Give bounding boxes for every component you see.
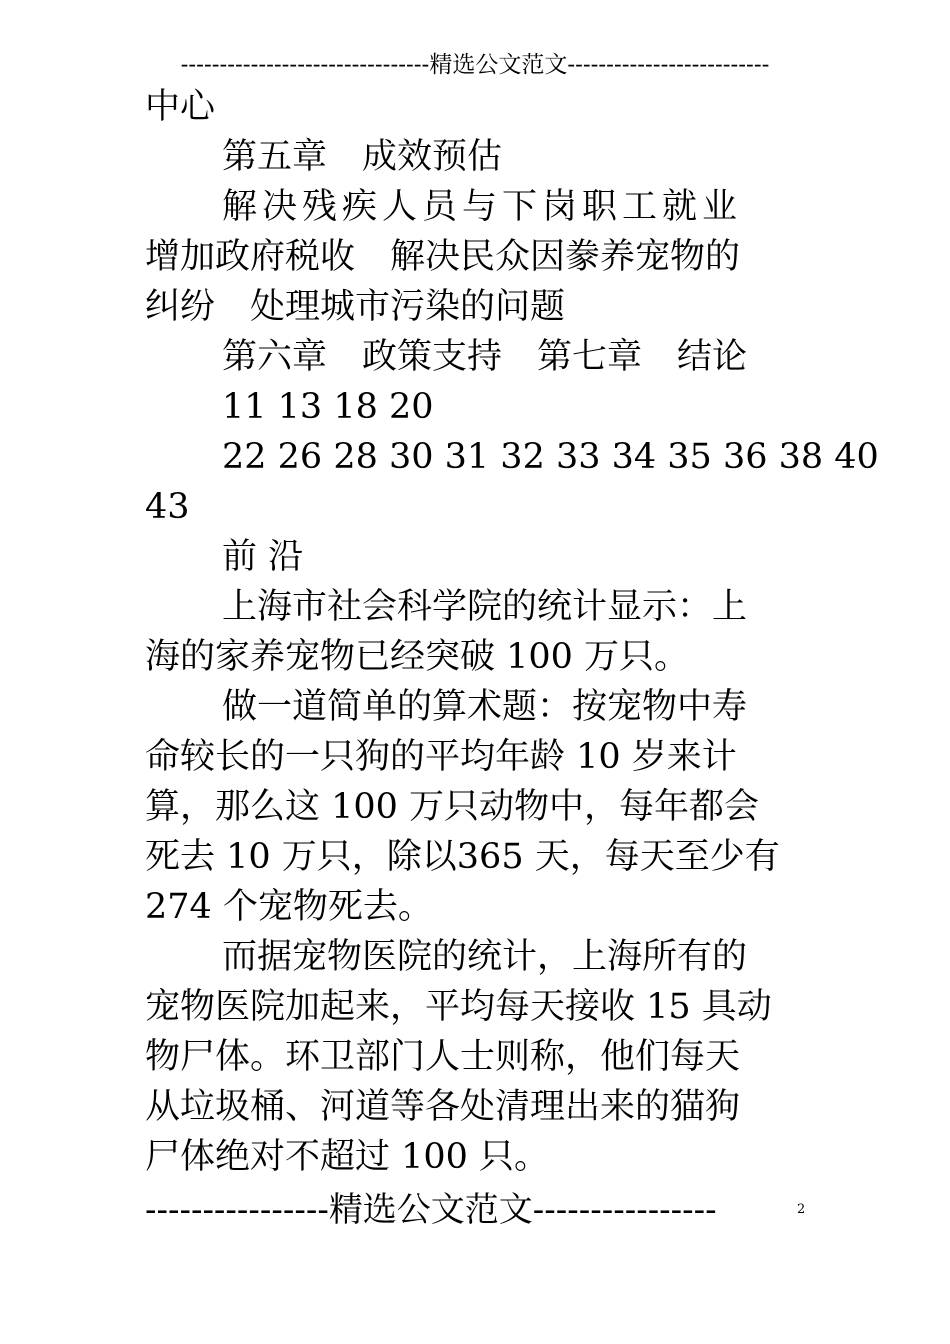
text-line: 中心 (145, 87, 216, 127)
paragraph-line: 海的家养宠物已经突破 100 万只。 (145, 637, 690, 677)
paragraph-line: 物尸体。环卫部门人士则称，他们每天 (145, 1037, 741, 1077)
paragraph-line: 死去 10 万只，除以365 天，每天至少有 (145, 837, 780, 877)
text-line: 增加政府税收 解决民众因豢养宠物的 (145, 237, 741, 277)
paragraph-line: 274 个宠物死去。 (145, 887, 433, 927)
page-number: 2 (797, 1202, 806, 1217)
section-heading: 前 沿 (222, 537, 304, 577)
paragraph-line: 上海市社会科学院的统计显示：上 (222, 587, 748, 627)
paragraph-line: 命较长的一只狗的平均年龄 10 岁来计 (145, 737, 737, 777)
paragraph-line: 而据宠物医院的统计，上海所有的 (222, 937, 748, 977)
paragraph-line: 从垃圾桶、河道等各处清理出来的猫狗 (145, 1087, 741, 1127)
paragraph-line: 尸体绝对不超过 100 只。 (145, 1137, 550, 1177)
page-footer: ----------------精选公文范文---------------- (145, 1190, 717, 1230)
paragraph-line: 算，那么这 100 万只动物中，每年都会 (145, 787, 760, 827)
paragraph-line: 宠物医院加起来，平均每天接收 15 具动 (145, 987, 772, 1027)
page-numbers-line: 43 (145, 487, 190, 527)
text-line: 纠纷 处理城市污染的问题 (145, 287, 566, 327)
page-numbers-line: 11 13 18 20 (222, 387, 434, 427)
chapter-heading: 第六章 政策支持 第七章 结论 (222, 337, 748, 377)
paragraph-line: 做一道简单的算术题：按宠物中寿 (222, 687, 748, 727)
text-line: 解决残疾人员与下岗职工就业 (222, 187, 743, 227)
page-header: --------------------------------精选公文范文-------------------------- (180, 52, 770, 78)
chapter-heading: 第五章 成效预估 (222, 137, 503, 177)
page-numbers-line: 22 26 28 30 31 32 33 34 35 36 38 40 (222, 437, 879, 477)
